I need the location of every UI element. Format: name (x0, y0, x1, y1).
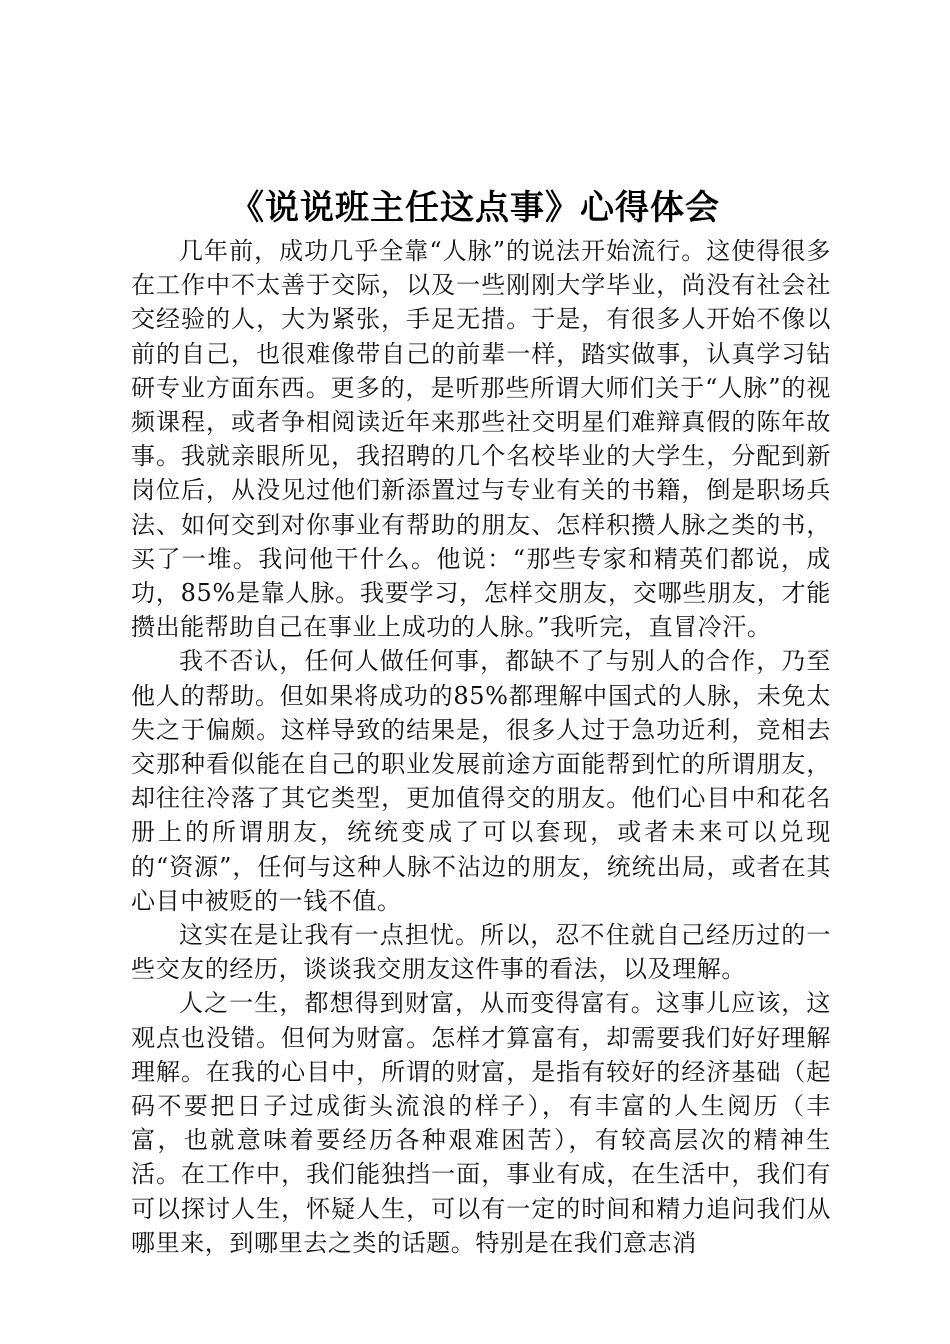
paragraph-4: 人之一生，都想得到财富，从而变得富有。这事儿应该，这观点也没错。但何为财富。怎样才算富有，却需要我们好好理解理解。在我的心目中，所谓的财富，是指有较好的经济基础（起码不要把日子过成街头流浪的样子），有丰富的人生阅历（丰富，也就意味着要经历各种艰难困苦），有较高层次的精神生活。在工作中，我们能独挡一面，事业有成，在生活中，我们有可以探讨人生，怀疑人生，可以有一定的时间和精力追问我们从哪里来，到哪里去之类的话题。特别是在我们意志消 (131, 989, 831, 1257)
paragraph-2: 我不否认，任何人做任何事，都缺不了与别人的合作，乃至他人的帮助。但如果将成功的85%都理解中国式的人脉，未免太失之于偏颇。这样导致的结果是，很多人过于急功近利，竞相去交那种看似能在自己的职业发展前途方面能帮到忙的所谓朋友，却往往冷落了其它类型，更加值得交的朋友。他们心目中和花名册上的所谓朋友，统统变成了可以套现，或者未来可以兑现的“资源”，任何与这种人脉不沾边的朋友，统统出局，或者在其心目中被贬的一钱不值。 (131, 647, 831, 915)
paragraph-1: 几年前，成功几乎全靠“人脉”的说法开始流行。这使得很多在工作中不太善于交际，以及一些刚刚大学毕业，尚没有社会社交经验的人，大为紧张，手足无措。于是，有很多人开始不像以前的自己，也很难像带自己的前辈一样，踏实做事，认真学习钻研专业方面东西。更多的，是听那些所谓大师们关于“人脉”的视频课程，或者争相阅读近年来那些社交明星们难辩真假的陈年故事。我就亲眼所见，我招聘的几个名校毕业的大学生，分配到新岗位后，从没见过他们新添置过与专业有关的书籍，倒是职场兵法、如何交到对你事业有帮助的朋友、怎样积攒人脉之类的书，买了一堆。我问他干什么。他说：“那些专家和精英们都说，成功，85%是靠人脉。我要学习，怎样交朋友，交哪些朋友，才能攒出能帮助自己在事业上成功的人脉。”我听完，直冒冷汗。 (131, 237, 831, 642)
document-title: 《说说班主任这点事》心得体会 (230, 188, 720, 228)
paragraph-3: 这实在是让我有一点担忧。所以，忍不住就自己经历过的一些交友的经历，谈谈我交朋友这件事的看法，以及理解。 (131, 921, 831, 984)
document-body (131, 234, 831, 1260)
